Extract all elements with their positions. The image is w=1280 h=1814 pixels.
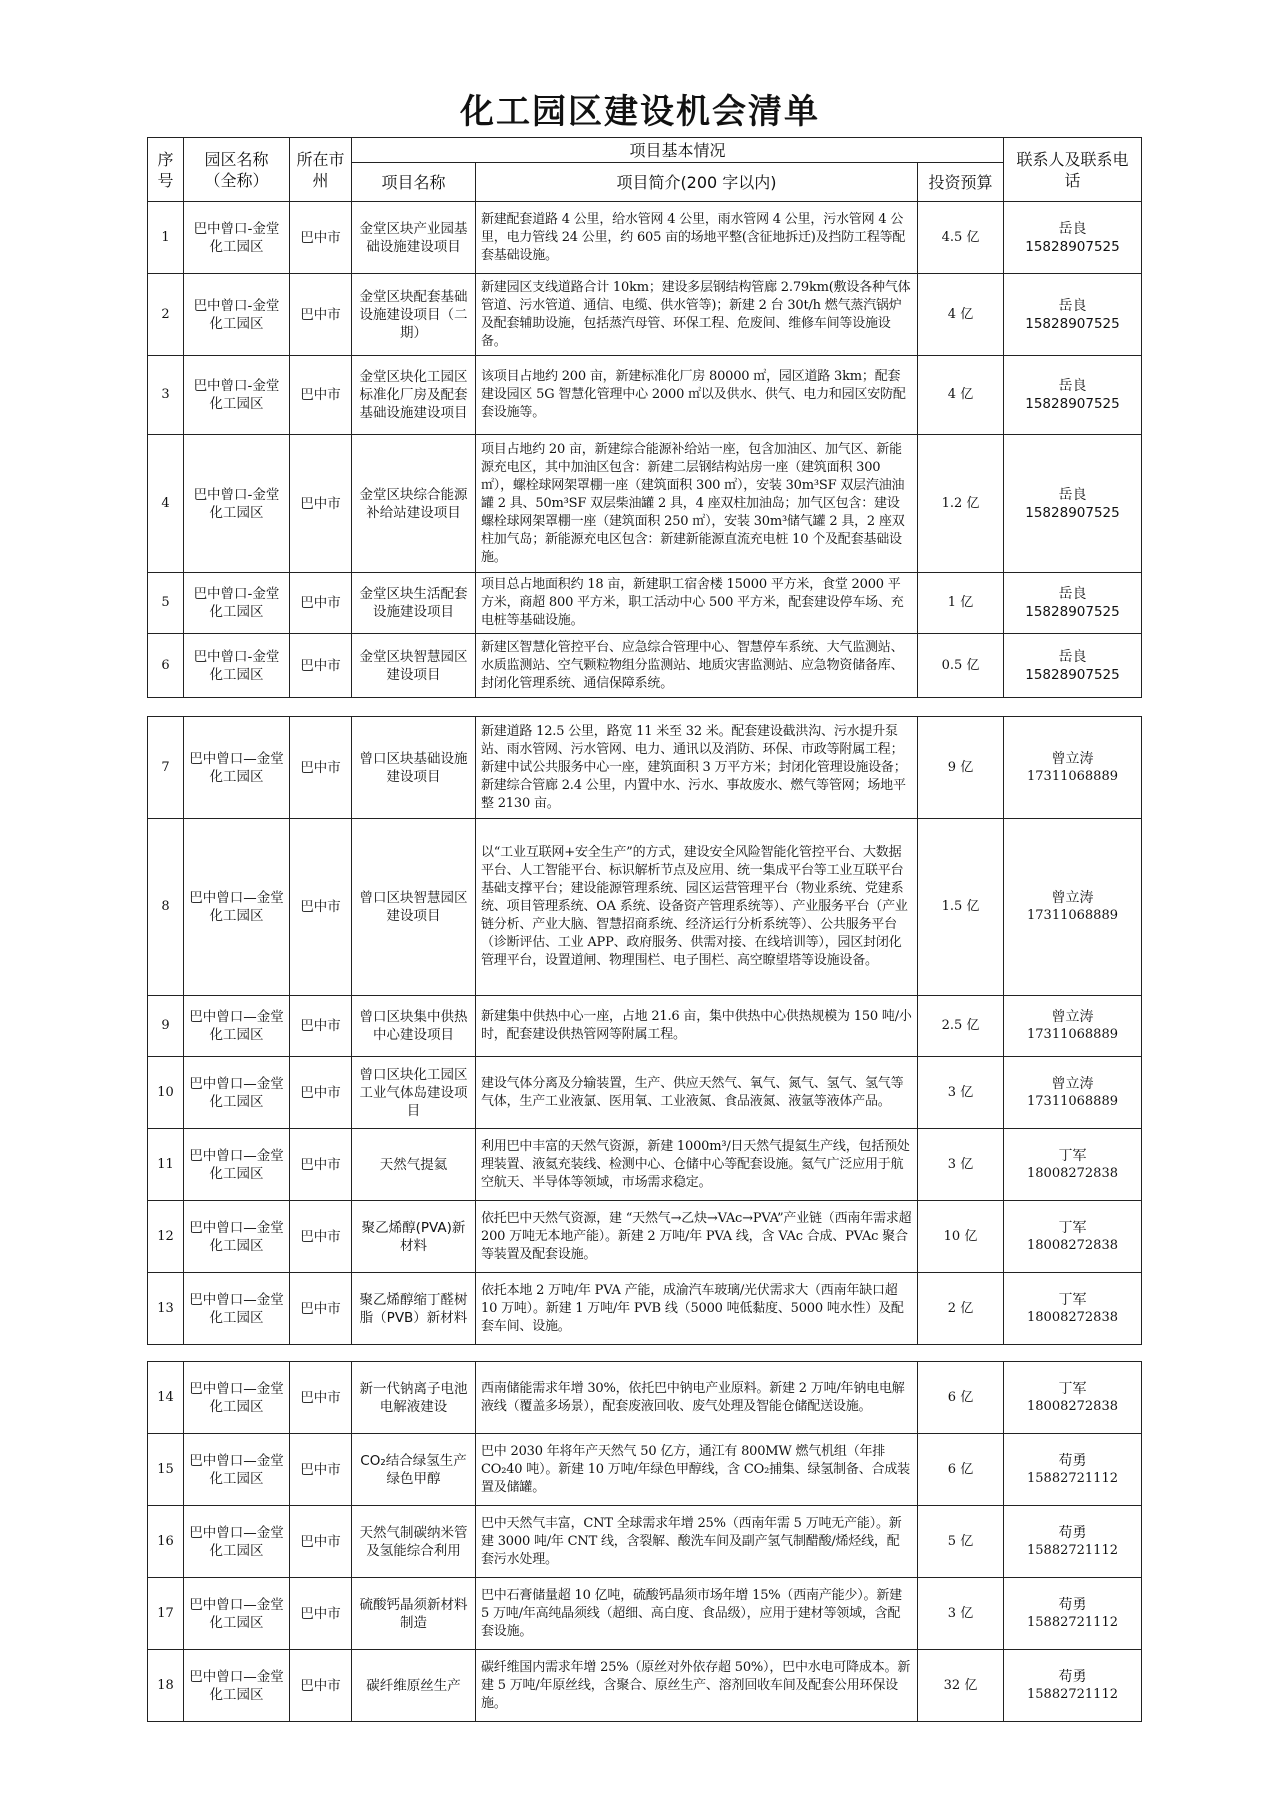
row-city: 巴中市 <box>290 356 352 435</box>
row-budget: 6 亿 <box>918 1434 1004 1506</box>
row-city: 巴中市 <box>290 274 352 356</box>
row-budget: 3 亿 <box>918 1129 1004 1201</box>
row-park: 巴中曾口—金堂化工园区 <box>184 1129 290 1201</box>
row-city: 巴中市 <box>290 1201 352 1273</box>
row-seq: 2 <box>148 274 184 356</box>
row-contact <box>1004 717 1142 819</box>
row-project-name: 曾口区块集中供热中心建设项目 <box>352 996 476 1057</box>
contact-phone: 15828907525 <box>1025 604 1120 620</box>
row-park: 巴中曾口—金堂化工园区 <box>184 996 290 1057</box>
table-row <box>148 634 1142 698</box>
row-budget: 6 亿 <box>918 1362 1004 1434</box>
contact-phone: 17311068889 <box>1027 1093 1118 1109</box>
row-budget: 4.5 亿 <box>918 202 1004 274</box>
row-project-name: 金堂区块生活配套设施建设项目 <box>352 573 476 634</box>
contact-phone: 15828907525 <box>1025 504 1120 521</box>
row-seq: 12 <box>148 1201 184 1273</box>
row-contact <box>1004 634 1142 698</box>
contact-name: 丁军 <box>1058 1219 1087 1236</box>
row-park: 巴中曾口—金堂化工园区 <box>184 1362 290 1434</box>
header-intro: 项目简介(200 字以内) <box>476 163 918 202</box>
contact-name: 曾立涛 <box>1051 890 1094 906</box>
contact-name: 丁军 <box>1058 1380 1087 1397</box>
row-intro: 巴中石膏储量超 10 亿吨，硫酸钙晶须市场年增 15%（西南产能少）。新建 5 万吨/年高纯晶须线（超细、高白度、食品级），应用于建材等领域，含配套设施。 <box>476 1578 918 1650</box>
row-budget: 3 亿 <box>918 1578 1004 1650</box>
row-contact <box>1004 1129 1142 1201</box>
contact-phone: 17311068889 <box>1027 908 1118 923</box>
row-park: 巴中曾口-金堂化工园区 <box>184 435 290 573</box>
contact-name: 曾立涛 <box>1051 1075 1094 1092</box>
row-budget: 32 亿 <box>918 1650 1004 1722</box>
header-park: 园区名称（全称） <box>184 138 290 202</box>
row-contact <box>1004 1201 1142 1273</box>
row-project-name: 聚乙烯醇(PVA)新材料 <box>352 1201 476 1273</box>
row-intro: 利用巴中丰富的天然气资源，新建 1000m³/日天然气提氦生产线，包括预处理装置、液氦充装线、检测中心、仓储中心等配套设施。氦气广泛应用于航空航天、半导体等领域，市场需求稳定。 <box>476 1129 918 1201</box>
row-park: 巴中曾口—金堂化工园区 <box>184 1434 290 1506</box>
contact-name: 岳良 <box>1058 586 1087 602</box>
table-row <box>148 1057 1142 1129</box>
contact-phone: 15828907525 <box>1025 315 1120 332</box>
row-intro: 巴中天然气丰富，CNT 全球需求年增 25%（西南年需 5 万吨无产能）。新建 3000 吨/年 CNT 线，含裂解、酸洗车间及副产氢气制醋酸/烯烃线，配套污水处理。 <box>476 1506 918 1578</box>
row-contact <box>1004 819 1142 996</box>
row-contact <box>1004 1273 1142 1345</box>
row-project-name: 新一代钠离子电池电解液建设 <box>352 1362 476 1434</box>
row-seq: 14 <box>148 1362 184 1434</box>
row-intro: 新建园区支线道路合计 10km；建设多层钢结构管廊 2.79km(敷设各种气体管道、污水管道、通信、电缆、供水管等)；新建 2 台 30t/h 燃气蒸汽锅炉及配套辅助设施，包括蒸汽母管、环保工程、危废间、维修车间等设施设备。 <box>476 274 918 356</box>
row-project-name: 金堂区块产业园基础设施建设项目 <box>352 202 476 274</box>
row-seq: 13 <box>148 1273 184 1345</box>
contact-phone: 18008272838 <box>1027 1237 1118 1253</box>
table-row <box>148 274 1142 356</box>
header-contact: 联系人及联系电话 <box>1004 138 1142 202</box>
row-budget: 1.5 亿 <box>918 819 1004 996</box>
row-project-name: 天然气提氦 <box>352 1129 476 1201</box>
row-park: 巴中曾口—金堂化工园区 <box>184 1273 290 1345</box>
row-seq: 4 <box>148 435 184 573</box>
row-intro: 碳纤维国内需求年增 25%（原丝对外依存超 50%），巴中水电可降成本。新建 5 万吨/年原丝线，含聚合、原丝生产、溶剂回收车间及配套公用环保设施。 <box>476 1650 918 1722</box>
row-city: 巴中市 <box>290 1506 352 1578</box>
row-project-name: 曾口区块基础设施建设项目 <box>352 717 476 819</box>
row-seq: 8 <box>148 819 184 996</box>
contact-name: 曾立涛 <box>1051 1009 1094 1025</box>
row-intro: 以“工业互联网+安全生产”的方式，建设安全风险智能化管控平台、大数据平台、人工智能平台、标识解析节点及应用、统一集成平台等工业互联平台基础支撑平台；建设能源管理系统、园区运营管理平台（物业系统、党建系统、项目管理系统、OA 系统、设备资产管理系统等）、产业服务平台（产业链分析、产业大脑、智慧招商系统、经济运行分析系统等）、公共服务平台（诊断评估、工业 APP、政府服务、供需对接、在线培训等），园区封闭化管理平台，设置道闸、物理围栏、电子围栏、高空瞭望塔等设施设备。 <box>476 819 918 996</box>
contact-phone: 17311068889 <box>1027 768 1118 784</box>
row-park: 巴中曾口-金堂化工园区 <box>184 356 290 435</box>
row-project-name: 硫酸钙晶须新材料制造 <box>352 1578 476 1650</box>
project-table-part-1 <box>147 137 1142 698</box>
row-park: 巴中曾口—金堂化工园区 <box>184 1057 290 1129</box>
row-project-name: 金堂区块综合能源补给站建设项目 <box>352 435 476 573</box>
contact-name: 岳良 <box>1058 486 1087 503</box>
row-project-name: 金堂区块配套基础设施建设项目（二期） <box>352 274 476 356</box>
row-project-name: 天然气制碳纳米管及氢能综合利用 <box>352 1506 476 1578</box>
table-row <box>148 1650 1142 1722</box>
row-seq: 7 <box>148 717 184 819</box>
header-project-group: 项目基本情况 <box>352 138 1004 163</box>
contact-name: 丁军 <box>1058 1291 1087 1308</box>
row-seq: 15 <box>148 1434 184 1506</box>
table-row <box>148 1434 1142 1506</box>
table-row <box>148 1129 1142 1201</box>
row-intro: 西南储能需求年增 30%，依托巴中钠电产业原料。新建 2 万吨/年钠电电解液线（覆盖多场景），配套废液回收、废气处理及智能仓储配送设施。 <box>476 1362 918 1434</box>
table-row <box>148 1506 1142 1578</box>
row-intro: 新建道路 12.5 公里，路宽 11 米至 32 米。配套建设截洪沟、污水提升泵站、雨水管网、污水管网、电力、通讯以及消防、环保、市政等附属工程；新建中试公共服务中心一座，建筑面积 3 万平方米；封闭化管理设施设备；新建综合管廊 2.4 公里，内置中水、污水、事故废水、燃气等管网；场地平整 2130 亩。 <box>476 717 918 819</box>
row-park: 巴中曾口—金堂化工园区 <box>184 1578 290 1650</box>
row-park: 巴中曾口—金堂化工园区 <box>184 717 290 819</box>
contact-phone: 18008272838 <box>1027 1398 1118 1414</box>
row-intro: 新建配套道路 4 公里，给水管网 4 公里，雨水管网 4 公里，污水管网 4 公里，电力管线 24 公里，约 605 亩的场地平整(含征地拆迁)及挡防工程等配套基础设施。 <box>476 202 918 274</box>
row-park: 巴中曾口—金堂化工园区 <box>184 1201 290 1273</box>
contact-phone: 15882721112 <box>1027 1542 1118 1558</box>
row-budget: 3 亿 <box>918 1057 1004 1129</box>
row-city: 巴中市 <box>290 1273 352 1345</box>
table-row <box>148 1362 1142 1434</box>
row-seq: 16 <box>148 1506 184 1578</box>
contact-phone: 15882721112 <box>1027 1614 1118 1630</box>
row-project-name: CO₂结合绿氢生产绿色甲醇 <box>352 1434 476 1506</box>
row-city: 巴中市 <box>290 1362 352 1434</box>
row-park: 巴中曾口-金堂化工园区 <box>184 202 290 274</box>
row-city: 巴中市 <box>290 634 352 698</box>
table-row <box>148 356 1142 435</box>
contact-phone: 17311068889 <box>1027 1027 1118 1042</box>
contact-name: 曾立涛 <box>1051 750 1094 767</box>
row-intro: 该项目占地约 200 亩，新建标准化厂房 80000 ㎡，园区道路 3km；配套建设园区 5G 智慧化管理中心 2000 ㎡以及供水、供气、电力和园区安防配套设施等。 <box>476 356 918 435</box>
table-row <box>148 1578 1142 1650</box>
page-title: 化工园区建设机会清单 <box>460 92 820 132</box>
row-park: 巴中曾口-金堂化工园区 <box>184 274 290 356</box>
row-seq: 9 <box>148 996 184 1057</box>
table-row <box>148 996 1142 1057</box>
row-park: 巴中曾口-金堂化工园区 <box>184 634 290 698</box>
row-seq: 11 <box>148 1129 184 1201</box>
row-contact <box>1004 573 1142 634</box>
project-table-part-3 <box>147 1361 1142 1722</box>
row-budget: 9 亿 <box>918 717 1004 819</box>
row-contact <box>1004 1362 1142 1434</box>
row-seq: 3 <box>148 356 184 435</box>
row-budget: 4 亿 <box>918 274 1004 356</box>
row-city: 巴中市 <box>290 1434 352 1506</box>
row-city: 巴中市 <box>290 1057 352 1129</box>
row-city: 巴中市 <box>290 1129 352 1201</box>
row-project-name: 金堂区块化工园区标准化厂房及配套基础设施建设项目 <box>352 356 476 435</box>
row-intro: 依托本地 2 万吨/年 PVA 产能，成渝汽车玻璃/光伏需求大（西南年缺口超 10 万吨）。新建 1 万吨/年 PVB 线（5000 吨低黏度、5000 吨水性）及配套车间、设施。 <box>476 1273 918 1345</box>
row-seq: 18 <box>148 1650 184 1722</box>
contact-phone: 18008272838 <box>1027 1309 1118 1325</box>
row-contact <box>1004 435 1142 573</box>
table-row <box>148 573 1142 634</box>
contact-phone: 18008272838 <box>1027 1165 1118 1181</box>
row-park: 巴中曾口—金堂化工园区 <box>184 1650 290 1722</box>
row-seq: 10 <box>148 1057 184 1129</box>
header-name: 项目名称 <box>352 163 476 202</box>
row-budget: 10 亿 <box>918 1201 1004 1273</box>
row-city: 巴中市 <box>290 717 352 819</box>
contact-phone: 15828907525 <box>1025 396 1120 412</box>
row-project-name: 曾口区块化工园区工业气体岛建设项目 <box>352 1057 476 1129</box>
contact-name: 岳良 <box>1058 648 1087 665</box>
row-city: 巴中市 <box>290 1650 352 1722</box>
row-park: 巴中曾口—金堂化工园区 <box>184 819 290 996</box>
table-row <box>148 819 1142 996</box>
row-seq: 17 <box>148 1578 184 1650</box>
row-budget: 0.5 亿 <box>918 634 1004 698</box>
row-project-name: 曾口区块智慧园区建设项目 <box>352 819 476 996</box>
table-row <box>148 717 1142 819</box>
row-contact <box>1004 1506 1142 1578</box>
row-city: 巴中市 <box>290 1578 352 1650</box>
table-row <box>148 1201 1142 1273</box>
contact-name: 苟勇 <box>1058 1668 1087 1685</box>
contact-name: 岳良 <box>1058 378 1087 394</box>
contact-phone: 15882721112 <box>1027 1470 1118 1486</box>
row-intro: 新建区智慧化管控平台、应急综合管理中心、智慧停车系统、大气监测站、水质监测站、空气颗粒物组分监测站、地质灾害监测站、应急物资储备库、封闭化管理系统、通信保障系统。 <box>476 634 918 698</box>
row-city: 巴中市 <box>290 435 352 573</box>
contact-phone: 15828907525 <box>1025 666 1120 683</box>
contact-phone: 15828907525 <box>1025 238 1120 255</box>
row-intro: 新建集中供热中心一座，占地 21.6 亩，集中供热中心供热规模为 150 吨/小时，配套建设供热管网等附属工程。 <box>476 996 918 1057</box>
row-contact <box>1004 1057 1142 1129</box>
row-contact <box>1004 1650 1142 1722</box>
row-intro: 项目占地约 20 亩，新建综合能源补给站一座，包含加油区、加气区、新能源充电区，其中加油区包含：新建二层钢结构站房一座（建筑面积 300 ㎡），螺栓球网架罩棚一座（建筑面积 300 ㎡），安装 30m³SF 双层汽油油罐 2 具、50m³SF 双层柴油罐 2 具，4 座双柱加油岛；加气区包含：建设螺栓球网架罩棚一座（建筑面积 250 ㎡），安装 30m³储气罐 2 具，2 座双柱加气岛；新能源充电区包含：新建新能源直流充电桩 10 个及配套基础设施。 <box>476 435 918 573</box>
row-budget: 5 亿 <box>918 1506 1004 1578</box>
contact-name: 苟勇 <box>1058 1596 1087 1613</box>
row-city: 巴中市 <box>290 573 352 634</box>
contact-name: 岳良 <box>1058 220 1087 237</box>
row-project-name: 聚乙烯醇缩丁醛树脂（PVB）新材料 <box>352 1273 476 1345</box>
header-budget: 投资预算 <box>918 163 1004 202</box>
row-budget: 2.5 亿 <box>918 996 1004 1057</box>
row-park: 巴中曾口-金堂化工园区 <box>184 573 290 634</box>
project-table-part-2 <box>147 716 1142 1345</box>
row-contact <box>1004 202 1142 274</box>
row-budget: 1.2 亿 <box>918 435 1004 573</box>
row-seq: 6 <box>148 634 184 698</box>
header-seq: 序号 <box>148 138 184 202</box>
row-city: 巴中市 <box>290 202 352 274</box>
row-intro: 巴中 2030 年将年产天然气 50 亿方，通江有 800MW 燃气机组（年排 CO₂40 吨）。新建 10 万吨/年绿色甲醇线，含 CO₂捕集、绿氢制备、合成装置及储罐。 <box>476 1434 918 1506</box>
row-city: 巴中市 <box>290 819 352 996</box>
row-intro: 依托巴中天然气资源，建 “天然气→乙炔→VAc→PVA”产业链（西南年需求超 200 万吨无本地产能）。新建 2 万吨/年 PVA 线，含 VAc 合成、PVAc 聚合等装置及配套设施。 <box>476 1201 918 1273</box>
row-project-name: 碳纤维原丝生产 <box>352 1650 476 1722</box>
row-project-name: 金堂区块智慧园区建设项目 <box>352 634 476 698</box>
row-budget: 2 亿 <box>918 1273 1004 1345</box>
row-budget: 4 亿 <box>918 356 1004 435</box>
contact-phone: 15882721112 <box>1027 1686 1118 1702</box>
row-contact <box>1004 1578 1142 1650</box>
row-intro: 项目总占地面积约 18 亩，新建职工宿舍楼 15000 平方米，食堂 2000 平方米，商超 800 平方米，职工活动中心 500 平方米，配套建设停车场、充电桩等基础设施。 <box>476 573 918 634</box>
row-contact <box>1004 356 1142 435</box>
row-park: 巴中曾口—金堂化工园区 <box>184 1506 290 1578</box>
contact-name: 岳良 <box>1058 297 1087 314</box>
row-contact <box>1004 996 1142 1057</box>
contact-name: 丁军 <box>1058 1147 1087 1164</box>
contact-name: 苟勇 <box>1058 1524 1087 1541</box>
row-seq: 1 <box>148 202 184 274</box>
table-row <box>148 1273 1142 1345</box>
row-city: 巴中市 <box>290 996 352 1057</box>
row-contact <box>1004 1434 1142 1506</box>
table-row <box>148 435 1142 573</box>
header-city: 所在市州 <box>290 138 352 202</box>
row-seq: 5 <box>148 573 184 634</box>
row-intro: 建设气体分离及分输装置，生产、供应天然气、氧气、氮气、氢气、氢气等气体，生产工业液氯、医用氧、工业液氮、食品液氮、液氩等液体产品。 <box>476 1057 918 1129</box>
row-budget: 1 亿 <box>918 573 1004 634</box>
table-row <box>148 202 1142 274</box>
contact-name: 苟勇 <box>1058 1452 1087 1469</box>
row-contact <box>1004 274 1142 356</box>
